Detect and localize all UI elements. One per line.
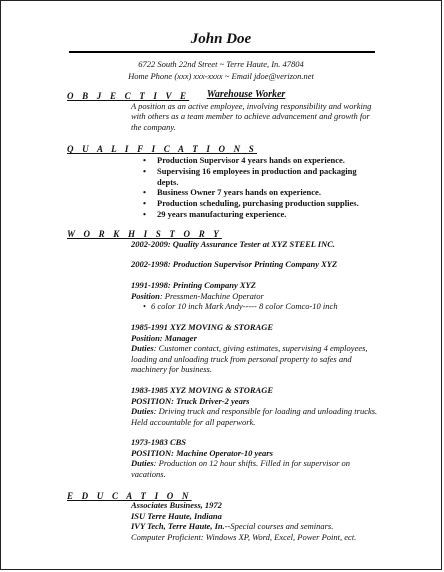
job-title: 1973-1983 CBS bbox=[131, 437, 187, 447]
header-divider bbox=[69, 51, 375, 53]
education-school: ISU Terre Haute, Indiana bbox=[131, 510, 222, 521]
work-history-heading: W O R K H I S T O R Y bbox=[67, 229, 222, 239]
job-position: POSITION: Machine Operator-10 years bbox=[131, 447, 273, 458]
job-title: 1985-1991 XYZ MOVING & STORAGE bbox=[131, 322, 273, 332]
education-entries bbox=[131, 500, 381, 542]
job-title: 1991-1998: Printing Company XYZ bbox=[131, 280, 256, 290]
education-courses: IVY Tech, Terre Haute, In.--Special courses and seminars. bbox=[131, 521, 334, 531]
job-position: POSITION: Truck Driver-2 years bbox=[131, 395, 250, 406]
education-degree: Associates Business, 1972 bbox=[131, 500, 222, 510]
qualifications-list bbox=[143, 155, 373, 220]
applicant-name: John Doe bbox=[190, 31, 252, 47]
list-item: • Production scheduling, purchasing production supplies. bbox=[143, 198, 373, 209]
education-computer-skills: Computer Proficient: Windows XP, Word, Excel, Power Point, ect. bbox=[131, 531, 357, 542]
job-title: 2002-2009: Quality Assurance Tester at XYZ STEEL INC. bbox=[131, 239, 336, 249]
job-entry bbox=[131, 259, 381, 270]
list-item: • Supervising 16 employees in production and packaging depts. bbox=[143, 166, 373, 188]
objective-content bbox=[131, 90, 381, 132]
list-item: • 6 color 10 inch Mark Andy----- 8 color Comco-10 inch bbox=[131, 301, 381, 312]
job-position: Position: Manager bbox=[131, 332, 197, 343]
job-duties: Duties: Production on 12 hour shifts. Filled in for supervisor on vacations. bbox=[131, 458, 351, 479]
job-entry bbox=[131, 280, 381, 312]
job-duties: Duties: Driving truck and responsible for loading and unloading trucks. Held accountable for all paperwork. bbox=[131, 406, 378, 427]
address-line: 6722 South 22nd Street ~ Terre Haute, In. 47804 bbox=[138, 59, 304, 69]
phone-email-line: Home Phone (xxx) xxx-xxxx ~ Email jdoe@verizon.net bbox=[128, 71, 314, 81]
job-title: 1983-1985 XYZ MOVING & STORAGE bbox=[131, 385, 273, 395]
list-item: • 29 years manufacturing experience. bbox=[143, 209, 373, 220]
education-heading: E D U C A T I O N bbox=[67, 491, 192, 501]
list-item: • Business Owner 7 years hands on experience. bbox=[143, 187, 373, 198]
list-item: • Production Supervisor 4 years hands on experience. bbox=[143, 155, 373, 166]
job-title: 2002-1998: Production Supervisor Printing Company XYZ bbox=[131, 259, 338, 269]
job-entry bbox=[131, 437, 381, 479]
job-duties: Duties: Customer contact, giving estimates, supervising 4 employees, loading and unloading truck from personal property to safes and machinery for business. bbox=[131, 343, 368, 374]
job-entry bbox=[131, 239, 381, 250]
objective-position: Warehouse Worker bbox=[206, 89, 286, 100]
objective-heading: O B J E C T I V E bbox=[67, 91, 190, 101]
qualifications-heading: Q U A L I F I C A T I O N S bbox=[67, 144, 258, 154]
job-position: Position: Pressmen-Machine Operator bbox=[131, 290, 264, 301]
job-entry bbox=[131, 385, 381, 427]
objective-text: A position as an active employee, involving responsibility and working with others as a team member to achieve advancement and growth for the company. bbox=[131, 100, 372, 132]
contact-block bbox=[1, 58, 441, 82]
job-entry bbox=[131, 322, 381, 375]
